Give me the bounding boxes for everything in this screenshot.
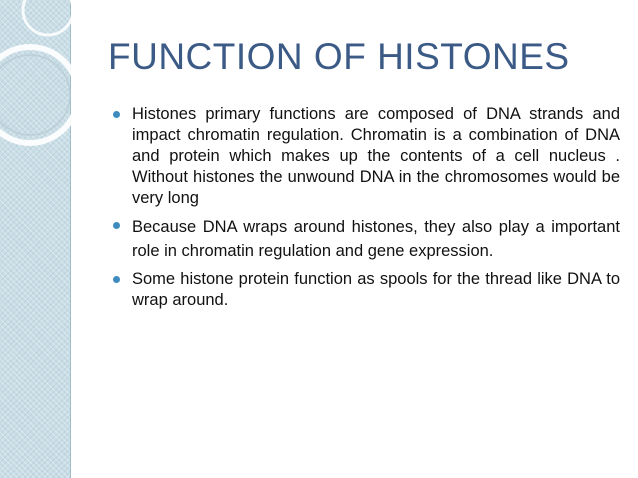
ring-top (23, 0, 73, 35)
bullet-item (110, 215, 620, 263)
bullet-text: Because DNA wraps around histones, they also play a important role in chromatin regulation and gene expression. (132, 218, 620, 260)
bullet-item (110, 104, 620, 209)
bullet-dot-icon (113, 276, 120, 283)
slide-title: FUNCTION OF HISTONES (108, 36, 570, 77)
bullet-dot-icon (113, 111, 120, 118)
bullet-text: Histones primary functions are composed of DNA strands and impact chromatin regulation. Chromatin is a combination of DNA and protein which makes up the contents of a cell nucleus . Without histones the unwound DNA in the chromosomes would be very long (132, 105, 620, 207)
ring-inner (0, 55, 70, 135)
ring-large (0, 47, 78, 143)
bullet-text: Some histone protein function as spools for the thread like DNA to wrap around. (132, 270, 620, 309)
bullet-item (110, 269, 620, 311)
bullet-list (110, 104, 620, 317)
bullet-dot-icon (113, 222, 120, 229)
decorative-rings (0, 0, 110, 170)
